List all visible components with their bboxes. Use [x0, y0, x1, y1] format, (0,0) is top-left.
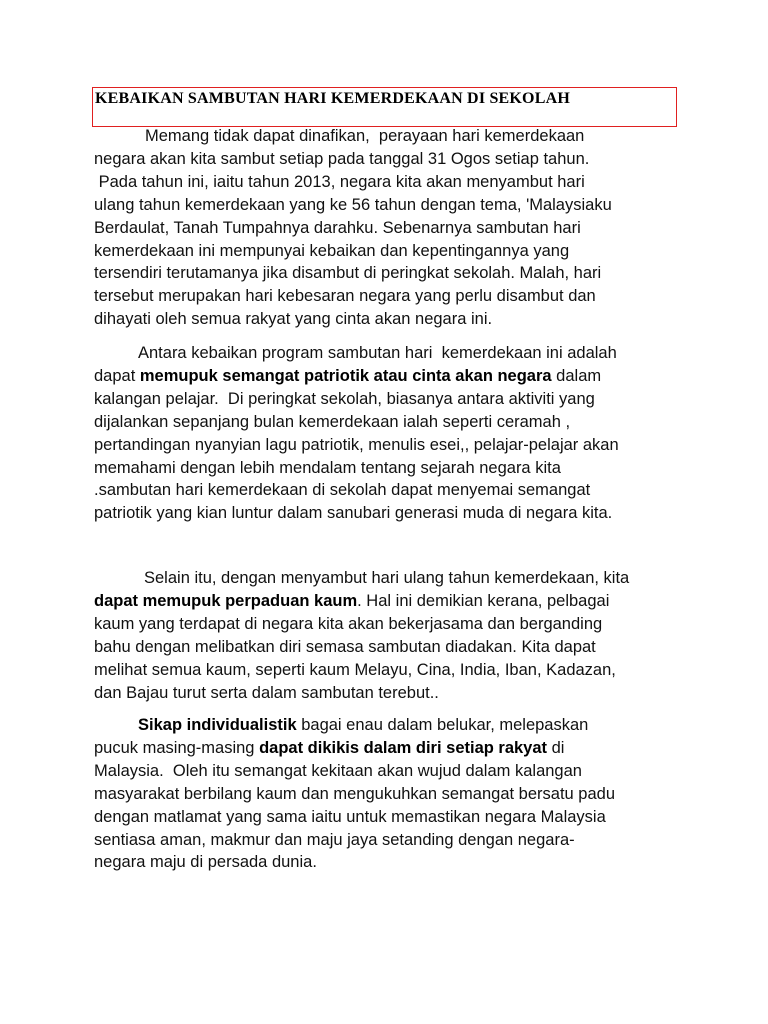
paragraph-4-line	[94, 763, 582, 780]
paragraph-3-line	[94, 685, 439, 702]
paragraph-3-line	[144, 570, 629, 587]
body-text: Antara kebaikan program sambutan hari kemerdekaan ini adalah	[138, 344, 617, 362]
paragraph-2-line	[94, 482, 590, 499]
body-text: melihat semua kaum, seperti kaum Melayu, Cina, India, Iban, Kadazan,	[94, 660, 616, 679]
body-text: memahami dengan lebih mendalam tentang sejarah negara kita	[94, 458, 561, 477]
paragraph-1-line	[94, 243, 569, 260]
body-text: bahu dengan melibatkan diri semasa sambutan diadakan. Kita dapat	[94, 637, 596, 656]
emphasis-text: dapat dikikis dalam diri setiap rakyat	[259, 738, 548, 757]
paragraph-3-line	[94, 616, 602, 633]
body-text: di	[547, 738, 565, 757]
emphasis-text: Sikap individualistik	[138, 716, 297, 734]
emphasis-text: dapat memupuk perpaduan kaum	[94, 591, 358, 610]
paragraph-4-line	[94, 740, 564, 757]
paragraph-4-line	[94, 786, 615, 803]
body-text: pertandingan nyanyian lagu patriotik, menulis esei,, pelajar-pelajar akan	[94, 435, 619, 454]
body-text: kalangan pelajar. Di peringkat sekolah, biasanya antara aktiviti yang	[94, 389, 595, 408]
paragraph-1-line	[145, 128, 584, 145]
body-text: dan Bajau turut serta dalam sambutan terebut..	[94, 683, 439, 702]
body-text: patriotik yang kian luntur dalam sanubari generasi muda di negara kita.	[94, 504, 613, 523]
paragraph-2-line	[94, 437, 619, 454]
body-text: bagai enau dalam belukar, melepaskan	[296, 716, 589, 734]
body-text: pucuk masing-masing	[94, 738, 260, 757]
paragraph-2-line	[94, 505, 612, 522]
emphasis-text: memupuk semangat patriotik atau cinta akan negara	[139, 366, 552, 385]
paragraph-3-line	[94, 593, 609, 610]
paragraph-4-line	[94, 854, 317, 871]
body-text: dihayati oleh semua rakyat yang cinta akan negara ini.	[94, 310, 493, 329]
body-text: tersebut merupakan hari kebesaran negara yang perlu disambut dan	[94, 287, 596, 306]
body-text: negara akan kita sambut setiap pada tanggal 31 Ogos setiap tahun.	[94, 149, 590, 168]
paragraph-2-line	[94, 414, 570, 431]
document-title: KEBAIKAN SAMBUTAN HARI KEMERDEKAAN DI SEKOLAH	[95, 90, 570, 107]
body-text: ulang tahun kemerdekaan yang ke 56 tahun dengan tema, 'Malaysiaku	[94, 195, 612, 214]
paragraph-2-line	[94, 368, 601, 385]
paragraph-2-line	[94, 391, 595, 408]
paragraph-1-line	[94, 265, 601, 282]
paragraph-4-line	[94, 809, 606, 826]
paragraph-3-line	[94, 662, 616, 679]
paragraph-1-line	[94, 197, 612, 214]
body-text: Selain itu, dengan menyambut hari ulang tahun kemerdekaan, kita	[144, 569, 630, 587]
body-text: masyarakat berbilang kaum dan mengukuhkan semangat bersatu padu	[94, 784, 615, 803]
body-text: kemerdekaan ini mempunyai kebaikan dan kepentingannya yang	[94, 241, 570, 260]
body-text: tersendiri terutamanya jika disambut di peringkat sekolah. Malah, hari	[94, 264, 602, 283]
paragraph-1-line	[94, 288, 596, 305]
body-text: dengan matlamat yang sama iaitu untuk memastikan negara Malaysia	[94, 807, 606, 826]
body-text: dalam	[551, 366, 602, 385]
body-text: Memang tidak dapat dinafikan, perayaan hari kemerdekaan	[145, 127, 585, 145]
body-text: kaum yang terdapat di negara kita akan bekerjasama dan berganding	[94, 614, 603, 633]
body-text: negara maju di persada dunia.	[94, 853, 317, 872]
body-text: Pada tahun ini, iaitu tahun 2013, negara kita akan menyambut hari	[94, 172, 585, 191]
paragraph-1-line	[94, 311, 492, 328]
paragraph-2-line	[138, 345, 617, 362]
paragraph-1-line	[94, 174, 585, 191]
paragraph-3-line	[94, 639, 596, 656]
body-text: .sambutan hari kemerdekaan di sekolah dapat menyemai semangat	[94, 481, 591, 500]
body-text: Malaysia. Oleh itu semangat kekitaan akan wujud dalam kalangan	[94, 761, 582, 780]
body-text: dijalankan sepanjang bulan kemerdekaan ialah seperti ceramah ,	[94, 412, 571, 431]
body-text: . Hal ini demikian kerana, pelbagai	[357, 591, 610, 610]
paragraph-1-line	[94, 151, 589, 168]
body-text: sentiasa aman, makmur dan maju jaya setanding dengan negara-	[94, 830, 575, 849]
paragraph-4-line	[94, 832, 575, 849]
paragraph-2-line	[94, 460, 561, 477]
body-text: dapat	[94, 366, 140, 385]
paragraph-4-line	[138, 717, 588, 734]
paragraph-1-line	[94, 220, 581, 237]
body-text: Berdaulat, Tanah Tumpahnya darahku. Sebenarnya sambutan hari	[94, 218, 581, 237]
